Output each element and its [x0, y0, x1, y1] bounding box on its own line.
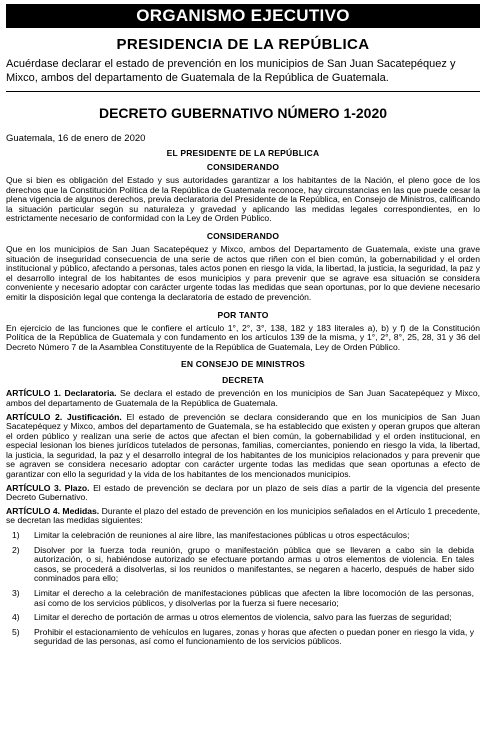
article-2: [6, 413, 480, 480]
list-item-text: Limitar el derecho de portación de armas u otros elementos de violencia, salvo para las fuerzas de seguridad;: [34, 612, 452, 623]
considerando-paragraph-2: Que en los municipios de San Juan Sacatepéquez y Mixco, ambos del Departamento de Guatemala, existe una grave situación de inseguridad consecuencia de una serie de actos que riñen con el bien común, la gobernabilidad y el orden institucional y público, afectando a personas, tales actos ponen en riesgo la vida, la libertad, la justicia, la seguridad, la paz y el desarrollo integral de los habitantes de esos municipios y para prevenir que se agrave esa situación se considera conveniente y necesario adoptar con carácter urgente todas las medidas que sean oportunas, por lo que deviene necesario emitir la disposición legal que contenga la declaratoria de estado de prevención.: [6, 243, 480, 302]
por-tanto-heading: POR TANTO: [217, 309, 269, 320]
article-4-label: ARTÍCULO 4. Medidas.: [6, 505, 100, 516]
considerando-heading-1: CONSIDERANDO: [206, 162, 280, 172]
list-item-text: Limitar la celebración de reuniones al aire libre, las manifestaciones públicas u otros espectáculos;: [34, 530, 410, 541]
consejo-heading: EN CONSEJO DE MINISTROS: [180, 359, 306, 370]
decree-title: DECRETO GUBERNATIVO NÚMERO 1-2020: [98, 105, 388, 121]
president-heading: EL PRESIDENTE DE LA REPÚBLICA: [166, 148, 320, 158]
list-item-text: Limitar el derecho a la celebración de manifestaciones públicas que afecten la libre locomoción de las personas, así como de los servicios públicos, y disolverlas por la fuerza si fuere necesario;: [34, 588, 474, 608]
presidencia-heading: PRESIDENCIA DE LA REPÚBLICA: [116, 36, 370, 53]
list-item-text: Disolver por la fuerza toda reunión, grupo o manifestación pública que se llevaren a cabo sin la debida autorización, o si, habiéndose autorizado se efectuare portando armas u otros elementos de violencia. En tales casos, se procederá a disolverlas, si los reunidos o manifestantes, se negaren a hacerlo, después de haber sido conminados para ello;: [34, 544, 474, 584]
article-1-text: Se declara el estado de prevención en los municipios de San Juan Sacatepéquez y Mixco, ambos del departamento de Guatemala de la República de Guatemala.: [6, 388, 481, 408]
list-item-number: 3): [12, 588, 20, 598]
list-item: [6, 613, 480, 623]
section-banner: ORGANISMO EJECUTIVO: [6, 4, 480, 28]
list-item: [6, 546, 480, 584]
list-item-number: 5): [12, 626, 20, 637]
list-item-text: Prohibir el estacionamiento de vehículos en lugares, zonas y horas que afecten o puedan poner en riesgo la vida, y seguridad de las personas, así como el funcionamiento de los servicios públicos.: [34, 626, 474, 647]
article-4-text: Durante el plazo del estado de prevención en los municipios señalados en el Artículo 1 precedente, se decretan las medidas siguientes:: [6, 505, 481, 526]
article-1-label: ARTÍCULO 1. Declaratoria.: [6, 388, 117, 399]
article-1: [6, 389, 480, 408]
list-item-number: 1): [12, 530, 20, 541]
list-item: [6, 589, 480, 608]
considerando-heading-2: CONSIDERANDO: [206, 230, 280, 241]
article-3-label: ARTÍCULO 3. Plazo.: [6, 482, 90, 493]
list-item-number: 2): [12, 544, 20, 555]
article-4: [6, 507, 480, 526]
divider-rule: [6, 91, 480, 92]
decree-date: Guatemala, 16 de enero de 2020: [6, 133, 146, 144]
article-2-text: El estado de prevención se declara considerando que en los municipios de San Juan Sacatepéquez y Mixco, ambos del departamento de Guatemala, se ha establecido que existen y operan grupos que alteran el orden público y realizan una serie de actos que afectan el bien común, la gobernabilidad y el orden institucional, en especial lesionan los bienes jurídicos tutelados de personas, familias, comerciantes, poniendo en riesgo la vida, la libertad, la justicia, la seguridad, la paz y el desarrollo integral de los habitantes de los municipios relacionados y para prevenir que se agraven se considera necesario adoptar con carácter urgente todas las medidas que sean oportunas a efecto de garantizar con ello la seguridad y la vida de los habitantes de los mencionados municipios.: [6, 411, 480, 480]
list-item: [6, 628, 480, 647]
considerando-paragraph-1: Que si bien es obligación del Estado y sus autoridades garantizar a los habitantes de la Nación, el pleno goce de los derechos que la Constitución Política de la República de Guatemala reconoce, hay circunstancias en las que puede cesar la plena vigencia de algunos derechos, previa declaratoria del Presidente de la República, en Consejo de Ministros, calificando la situación particular según su naturaleza y gravedad y aplicando las medidas legales correspondientes, en lo estrictamente necesario de conformidad con la Ley de Orden Público.: [6, 175, 480, 224]
measures-list: [6, 531, 480, 647]
article-3: [6, 484, 480, 503]
list-item-number: 4): [12, 612, 20, 623]
document-page: [6, 4, 480, 647]
article-2-label: ARTÍCULO 2. Justificación.: [6, 411, 122, 422]
decree-summary: Acuérdase declarar el estado de prevención en los municipios de San Juan Sacatepéquez y Mixco, ambos del departamento de Guatemala de la República de Guatemala.: [6, 58, 456, 84]
decreta-heading: DECRETA: [222, 375, 264, 386]
por-tanto-paragraph: En ejercicio de las funciones que le confiere el artículo 1°, 2°, 3°, 138, 182 y 183 literales a), b) y f) de la Constitución Política de la República de Guatemala y con fundamento en los artículos 139 de la misma, y 1°, 2°, 8°, 25, 28, 31 y 36 del Decreto Número 7 de la Asamblea Constituyente de la República de Guatemala, Ley de Orden Público.: [6, 322, 480, 352]
article-3-text: El estado de prevención se declara por un plazo de seis días a partir de la vigencia del presente Decreto Gubernativo.: [6, 482, 481, 503]
list-item: [6, 531, 480, 541]
